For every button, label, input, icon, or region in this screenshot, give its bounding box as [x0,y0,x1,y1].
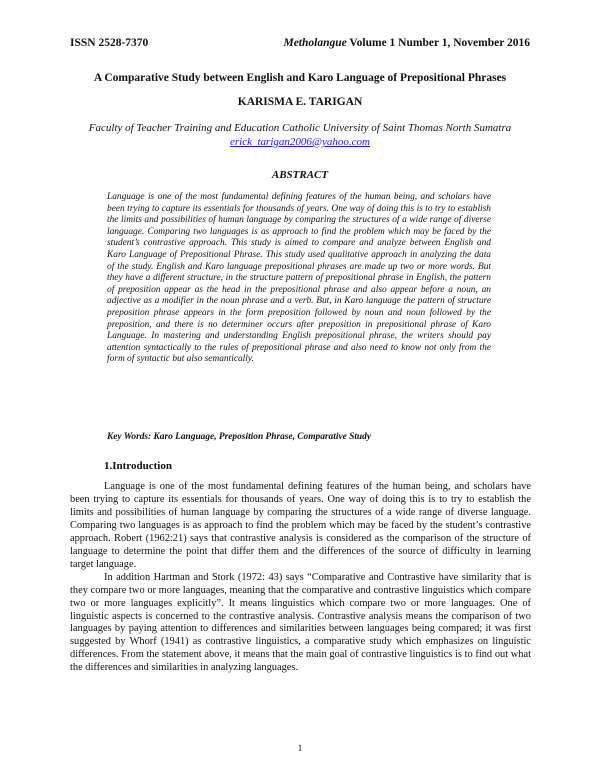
section-body [70,481,531,675]
body-paragraph: Language is one of the most fundamental defining features of the human being, and scholars have been trying to capture its essentials for thousands of years. One way of doing this is to try to establish the limits and possibilities of human language by comparing the structures of a wide range of diverse language. Comparing two languages is as approach to find the problem which may be faced by the student’s contrastive approach. Robert (1962:21) says that contrastive analysis is considered as the comparison of the structure of language to determine the point that differ them and the differences of the source of difficulty in learning target language. [70,481,531,570]
affiliation-text: Faculty of Teacher Training and Education Catholic University of Saint Thomas North Sumatra [88,122,512,134]
section-heading: 1.Introduction [104,460,172,472]
journal-name: Metholangue [283,37,347,49]
keywords: Key Words: Karo Language, Preposition Phrase, Comparative Study [107,432,371,442]
paper-title: A Comparative Study between English and Karo Language of Prepositional Phrases [93,72,507,84]
running-header [70,37,530,51]
author-name: KARISMA E. TARIGAN [237,96,363,108]
affiliation-block [40,121,560,149]
journal-info [283,37,530,49]
author-email-link[interactable]: erick_tarigan2006@yahoo.com [230,136,370,148]
body-paragraph: In addition Hartman and Stork (1972: 43) says “Comparative and Contrastive have similarity that is they compare two or more languages, meaning that the comparative and contrastive linguistics which compare two or more languages explicitly”. It means linguistics which compare two or more languages. One of linguistic aspects is concerned to the contrastive analysis. Contrastive analysis means the comparison of two languages by paying attention to differences and similarities between languages being compared; it was first suggested by Whorf (1941) as contrastive linguistics, a comparative study which emphasizes on linguistic differences. From the statement above, it means that the main goal of contrastive linguistics is to find out what the differences and similarities in analyzing languages. [70,571,531,674]
abstract-heading: ABSTRACT [271,169,329,181]
volume-info: Volume 1 Number 1, November 2016 [349,37,530,49]
abstract-text: Language is one of the most fundamental defining features of the human being, and scholars have been trying to capture its essentials for thousands of years. One way of doing this is to try to establish the limits and possibilities of human language by comparing the structures of a wide range of diverse language. Comparing two languages is as approach to find the problem which may be faced by the student’s contrastive approach. This study is aimed to compare and analyze between English and Karo Language of Prepositional Phrase. This study used qualitative approach in analyzing the data of the study. English and Karo language prepositional phrases are made up two or more words. But they have a different structure, in the structure pattern of prepositional phrase in English, the pattern of preposition appear as the head in the prepositional phrase and also appear before a noun, an adjective as a modifier in the noun phrase and a verb. But, in Karo language the pattern of structure preposition phrase appears in the form preposition followed by noun and noun followed by the preposition, and there is no determiner occurs after preposition in prepositional phrase of Karo Language. In mastering and understanding English prepositional phrase, the writers should pay attention syntactically to the rules of prepositional phrase and also need to know not only from the form of syntactic but also semantically. [107,192,491,365]
issn-label: ISSN 2528-7370 [70,37,149,49]
page-number: 1 [297,744,303,754]
